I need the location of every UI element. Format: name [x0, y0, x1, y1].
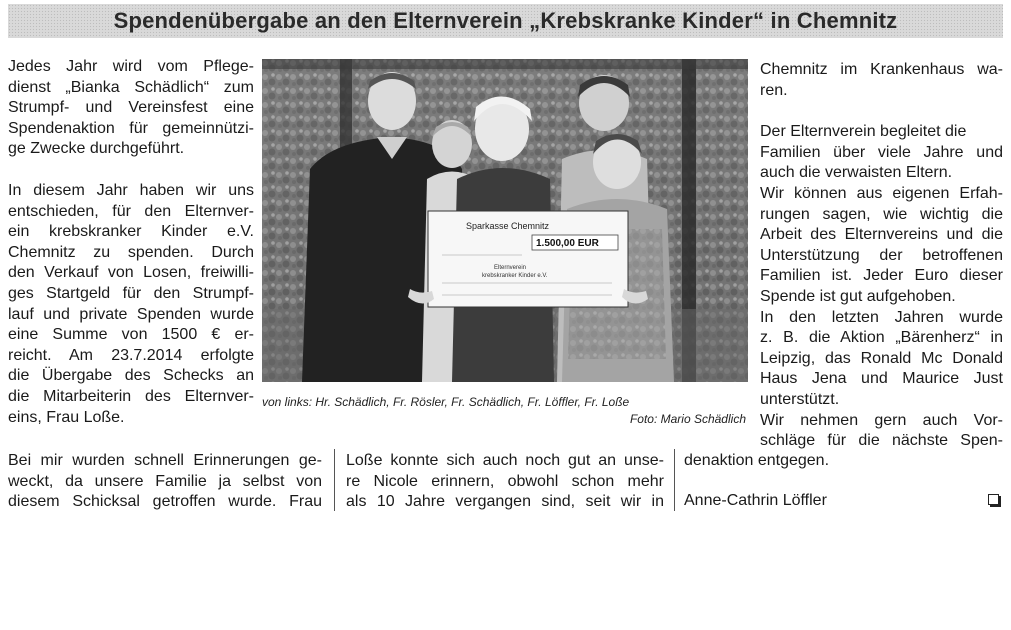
text-line: die Mitarbeiterin des Elternver-: [8, 387, 254, 405]
text-line: z. B. die Aktion „Bärenherz“ in: [760, 329, 1003, 347]
text-line: In den letzten Jahren wurde: [760, 308, 1003, 326]
bottom-column-2: [346, 451, 664, 513]
donation-check: [428, 211, 628, 307]
text-line: Chemnitz im Krankenhaus wa-: [760, 61, 1003, 78]
text-line: Arbeit des Elternvereins und die: [760, 226, 1003, 244]
check-payee-line2: krebskranker Kinder e.V.: [482, 273, 548, 279]
column-divider: [334, 449, 335, 511]
paragraph-continued: [760, 60, 1003, 101]
text-line: Der Elternverein begleitet die: [760, 123, 967, 141]
text-line: Spendenaktion für gemeinnützi-: [8, 119, 254, 137]
text-line: lauf und private Spenden wurde: [8, 305, 254, 323]
text-line: die Übergabe des Schecks an: [8, 367, 254, 385]
photo: [262, 59, 748, 382]
text-line: ein krebskranker Kinder e.V.: [8, 223, 254, 241]
text-line: Familien über viele Jahre und: [760, 143, 1003, 161]
text-line: schläge für die nächste Spen-: [760, 432, 1003, 450]
text-line: denaktion entgegen.: [684, 452, 830, 469]
text-line: ges Startgeld für den Strumpf-: [8, 284, 254, 302]
paragraph-intro: [8, 57, 254, 160]
bottom-column-1: [8, 451, 322, 513]
photo-caption: von links: Hr. Schädlich, Fr. Rösler, Fr. Schädlich, Fr. Löffler, Fr. Loße: [262, 395, 630, 409]
headline: Spendenübergabe an den Elternverein „Krebskranke Kinder“ in Chemnitz: [113, 8, 898, 33]
text-line: diesem Schicksal getroffen wurde. Frau: [8, 493, 322, 511]
text-line: eine Summe von 1500 € er-: [8, 326, 254, 344]
text-line: entschieden, für den Elternver-: [8, 202, 254, 220]
photo-credit: Foto: Mario Schädlich: [629, 412, 746, 426]
article-column-right: [760, 60, 1003, 452]
text-line: Jedes Jahr wird vom Pflege-: [8, 58, 254, 75]
text-line: Strumpf- und Vereinsfest eine: [8, 99, 254, 117]
text-line: Spende ist gut aufgehoben.: [760, 287, 956, 305]
headline-banner: [8, 4, 1003, 38]
text-line: rungen sagen, wie wichtig die: [760, 205, 1003, 223]
text-line: reicht. Am 23.7.2014 erfolgte: [8, 346, 254, 364]
text-line: den Verkauf von Losen, freiwilli-: [8, 264, 254, 282]
author-signature: Anne-Cathrin Löffler: [684, 492, 827, 509]
text-line: Wir nehmen gern auch Vor-: [760, 411, 1003, 429]
text-line: Haus Jena und Maurice Just: [760, 370, 1003, 388]
paragraph-donation: [8, 181, 254, 428]
text-line: Leipzig, das Ronald Mc Donald: [760, 349, 1003, 367]
text-line: auch die verwaisten Eltern.: [760, 164, 953, 182]
check-payee-line1: Elternverein: [494, 265, 527, 271]
article-column-left: [8, 57, 254, 428]
text-line: In diesem Jahr haben wir uns: [8, 181, 254, 199]
check-bank-name: Sparkasse Chemnitz: [466, 221, 550, 231]
check-amount: 1.500,00 EUR: [536, 238, 599, 249]
paragraph-association: [760, 122, 1003, 452]
text-line: ge Zwecke durchgeführt.: [8, 140, 185, 158]
text-line: dienst „Bianka Schädlich“ zum: [8, 78, 254, 96]
text-line: eins, Frau Loße.: [8, 408, 125, 426]
text-line: weckt, da unsere Familie ja selbst von: [8, 472, 322, 490]
column-divider: [674, 449, 675, 511]
text-line: Loße konnte sich auch noch gut an unse-: [346, 452, 664, 469]
text-line: unterstützt.: [760, 390, 840, 408]
bottom-column-3: [684, 451, 854, 472]
text-line: Familien ist. Jeder Euro dieser: [760, 267, 1003, 285]
text-line: Unterstützung der betroffenen: [760, 246, 1003, 264]
text-line: re Nicole erinnern, obwohl schon mehr: [346, 472, 664, 490]
text-line: ren.: [760, 81, 788, 99]
text-line: Wir können aus eigenen Erfah-: [760, 184, 1003, 202]
text-line: Chemnitz zu spenden. Durch: [8, 243, 254, 261]
text-line: als 10 Jahre vergangen sind, seit wir in: [346, 493, 664, 511]
text-line: Bei mir wurden schnell Erinnerungen ge-: [8, 452, 322, 469]
end-of-article-icon: [988, 494, 999, 505]
